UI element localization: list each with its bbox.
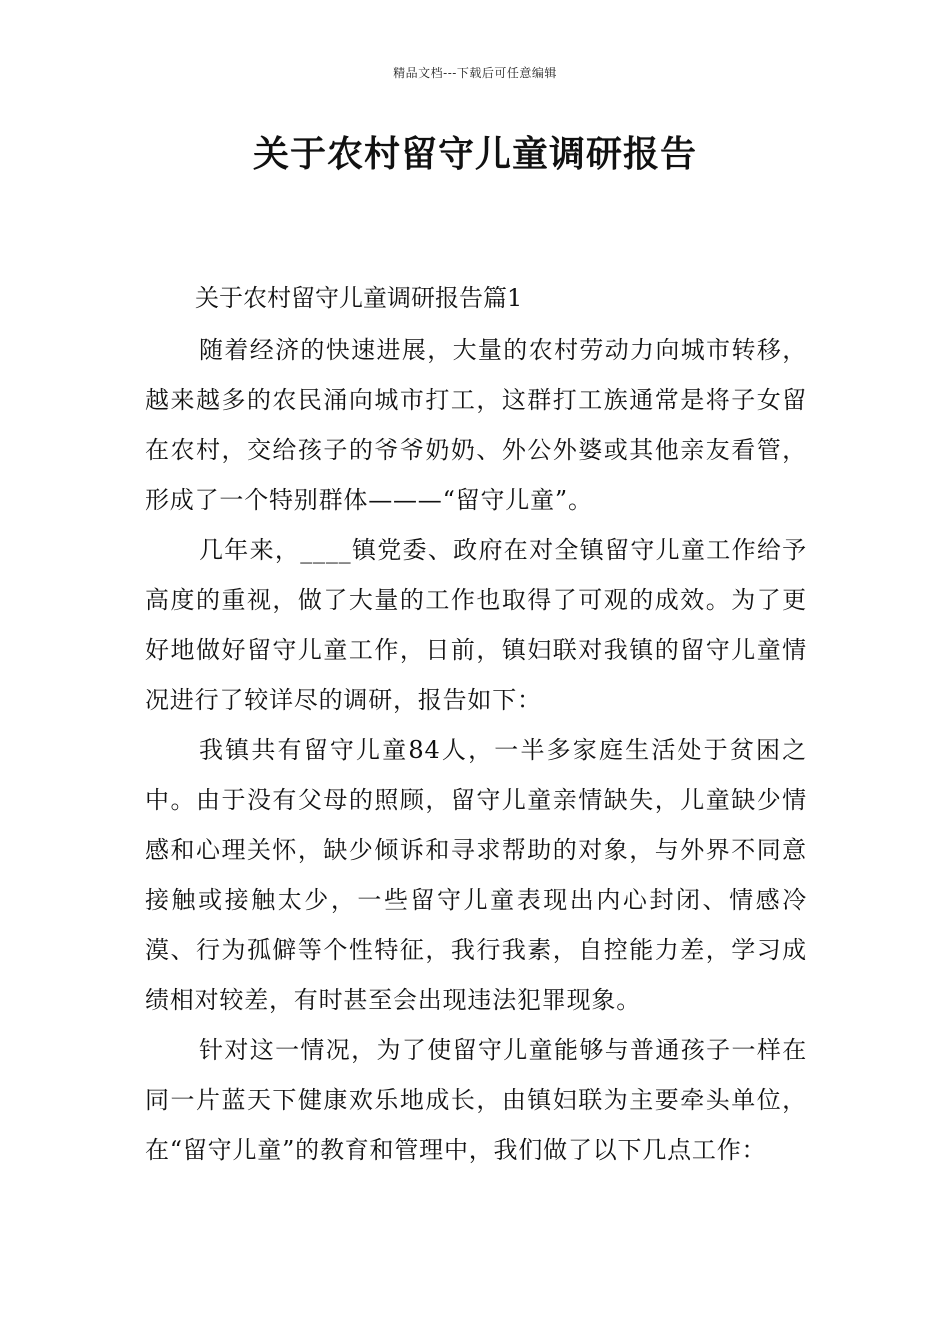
document-title: 关于农村留守儿童调研报告 [252,134,697,175]
document-body [145,281,807,1175]
paragraph-4: 针对这一情况，为了使留守儿童能够与普通孩子一样在同一片蓝天下健康欢乐地成长，由镇妇联为主要牵头单位，在“留守儿童”的教育和管理中，我们做了以下几点工作： [145,1036,807,1164]
paragraph-1: 随着经济的快速进展，大量的农村劳动力向城市转移，越来越多的农民涌向城市打工，这群打工族通常是将子女留在农村，交给孩子的爷爷奶奶、外公外婆或其他亲友看管，形成了一个特别群体———“留守儿童”。 [145,336,807,514]
paragraph-3: 我镇共有留守儿童84人，一半多家庭生活处于贫困之中。由于没有父母的照顾，留守儿童亲情缺失，儿童缺少情感和心理关怀，缺少倾诉和寻求帮助的对象，与外界不同意接触或接触太少，一些留守儿童表现出内心封闭、情感冷漠、行为孤僻等个性特征，我行我素，自控能力差，学习成绩相对较差，有时甚至会出现违法犯罪现象。 [145,736,807,1014]
paragraph-2: 几年来，____镇党委、政府在对全镇留守儿童工作给予高度的重视，做了大量的工作也取得了可观的成效。为了更好地做好留守儿童工作，日前，镇妇联对我镇的留守儿童情况进行了较详尽的调研，报告如下： [145,536,807,714]
header-note: 精品文档---下载后可任意编辑 [393,66,557,80]
section-title: 关于农村留守儿童调研报告篇1 [195,284,523,312]
